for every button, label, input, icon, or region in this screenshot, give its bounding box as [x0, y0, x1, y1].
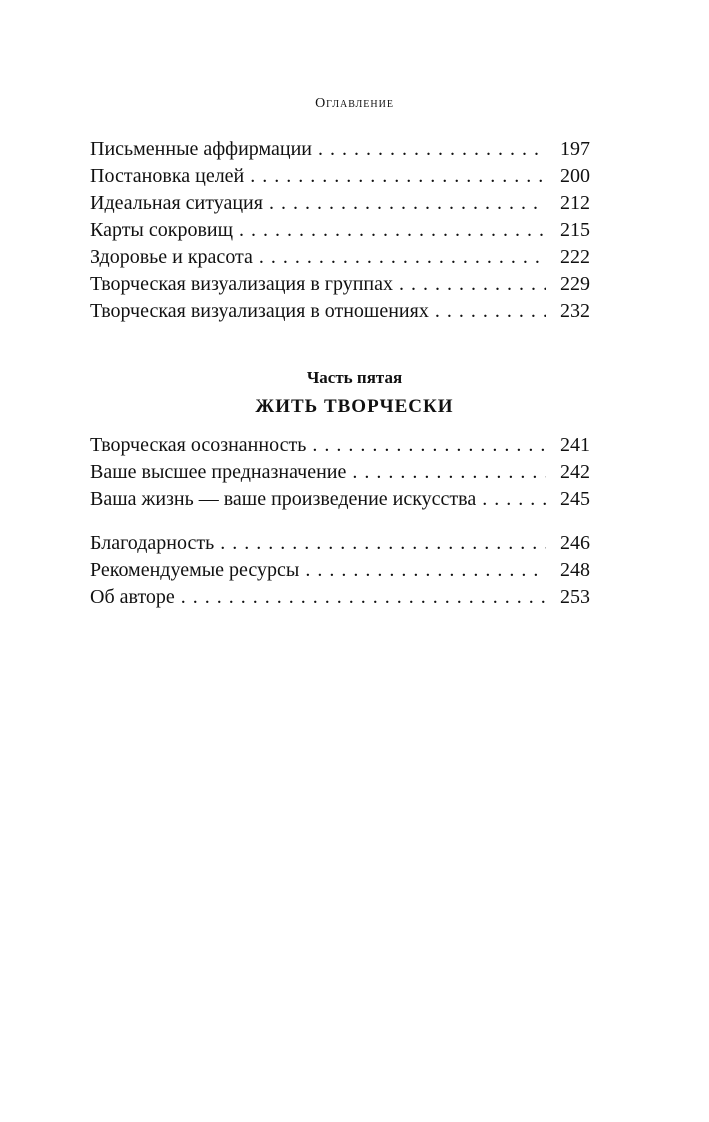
toc-entry — [90, 530, 590, 557]
toc-entry — [90, 459, 590, 486]
dot-leader — [269, 190, 546, 217]
dot-leader — [305, 557, 546, 584]
dot-leader — [239, 217, 546, 244]
dot-leader — [399, 271, 546, 298]
toc-entry-page: 212 — [560, 192, 590, 214]
dot-leader — [220, 530, 546, 557]
toc-entry — [90, 557, 590, 584]
toc-section-b — [90, 432, 590, 513]
toc-entry — [90, 298, 590, 325]
toc-entry-title: Творческая визуализация в группах — [90, 273, 393, 295]
part-title: ЖИТЬ ТВОРЧЕСКИ — [255, 396, 454, 417]
toc-entry-title: Об авторе — [90, 586, 175, 608]
toc-entry-page: 242 — [560, 461, 590, 483]
toc-entry-page: 253 — [560, 586, 590, 608]
toc-entry-page: 232 — [560, 300, 590, 322]
dot-leader — [318, 136, 546, 163]
toc-entry — [90, 163, 590, 190]
toc-section-c — [90, 530, 590, 611]
part-label: Часть пятая — [306, 368, 403, 387]
toc-entry-title: Письменные аффирмации — [90, 138, 312, 160]
toc-entry-title: Ваше высшее предназначение — [90, 461, 347, 483]
toc-entry — [90, 217, 590, 244]
toc-entry-title: Ваша жизнь — ваше произведение искусства — [90, 488, 477, 510]
dot-leader — [435, 298, 546, 325]
toc-entry-page: 248 — [560, 559, 590, 581]
toc-entry — [90, 271, 590, 298]
dot-leader — [482, 486, 546, 513]
toc-entry-title: Постановка целей — [90, 165, 245, 187]
toc-entry-page: 200 — [560, 165, 590, 187]
toc-entry — [90, 432, 590, 459]
toc-entry-page: 222 — [560, 246, 590, 268]
toc-entry-page: 197 — [560, 138, 590, 160]
dot-leader — [259, 244, 546, 271]
toc-entry — [90, 190, 590, 217]
toc-entry — [90, 584, 590, 611]
toc-entry-title: Здоровье и красота — [90, 246, 253, 268]
dot-leader — [352, 459, 546, 486]
dot-leader — [250, 163, 546, 190]
toc-entry-title: Благодарность — [90, 532, 215, 554]
toc-entry-page: 215 — [560, 219, 590, 241]
toc-entry-page: 241 — [560, 434, 590, 456]
toc-entry-title: Творческая визуализация в отношениях — [90, 300, 429, 322]
toc-entry-page: 245 — [560, 488, 590, 510]
dot-leader — [181, 584, 546, 611]
running-head: Оглавление — [315, 96, 394, 111]
toc-entry-page: 246 — [560, 532, 590, 554]
toc-entry-title: Идеальная ситуация — [90, 192, 263, 214]
toc-section-a — [90, 136, 590, 325]
toc-entry — [90, 136, 590, 163]
dot-leader — [312, 432, 546, 459]
toc-entry — [90, 486, 590, 513]
toc-entry-title: Творческая осознанность — [90, 434, 307, 456]
toc-entry-page: 229 — [560, 273, 590, 295]
toc-entry — [90, 244, 590, 271]
toc-entry-title: Карты сокровищ — [90, 219, 234, 241]
toc-entry-title: Рекомендуемые ресурсы — [90, 559, 300, 581]
